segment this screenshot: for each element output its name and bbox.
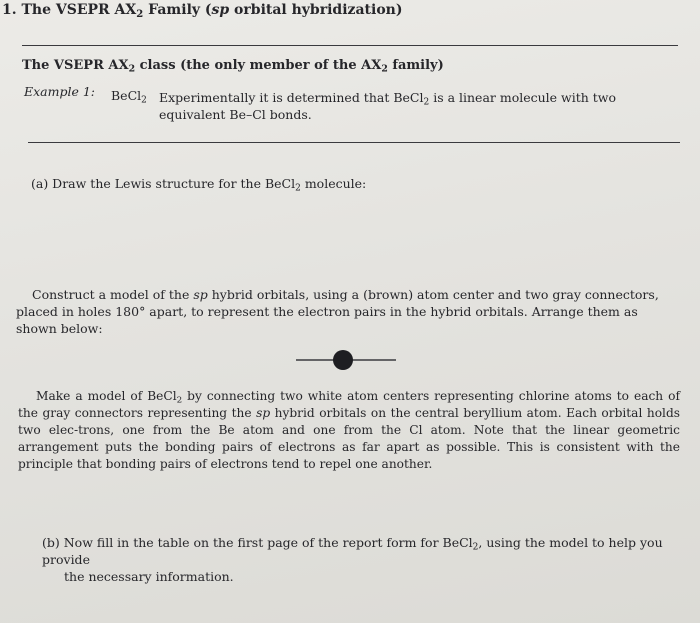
heading-rule [22,45,678,46]
page-heading: 1. The VSEPR $AX_2$ Family (sp orbital hybridization) [2,2,403,20]
atom-center [333,350,353,370]
model-instructions-paragraph: Construct a model of the sp hybrid orbitals, using a (brown) atom center and two gray connectors, placed in holes 180° apart, to represent the electron pairs in the hybrid orbitals. Arrange them as shown below: [16,287,659,336]
example-label: Example 1: [24,84,96,99]
example-rule [28,142,680,143]
linear-orbital-diagram [296,345,400,375]
question-b: (b) Now fill in the table on the first page of the report form for BeCl$_2$, using the model to help you provide the necessary information. [42,535,663,584]
question-a: (a) Draw the Lewis structure for the BeCl$_2$ molecule: [31,176,367,194]
example-description: Experimentally it is determined that BeCl$_2$ is a linear molecule with two equivalent Be–Cl bonds. [159,90,617,122]
section-subheading: The VSEPR $AX_2$ class (the only member of the $AX_2$ family) [22,58,444,75]
becl2-model-paragraph: Make a model of BeCl$_2$ by connecting two white atom centers representing chlorine atoms to each of the gray connectors representing the sp hybrid orbitals on the central beryllium atom. Each orbital holds two elec-trons, one from the Be atom and one from the Cl atom. Note that the linear geometric arrangement puts the bonding pairs of electrons as far apart as possible. This is consistent with the principle that bonding pairs of electrons tend to repel one another. [18,389,680,471]
example-formula: BeCl$_2$ [111,88,147,106]
